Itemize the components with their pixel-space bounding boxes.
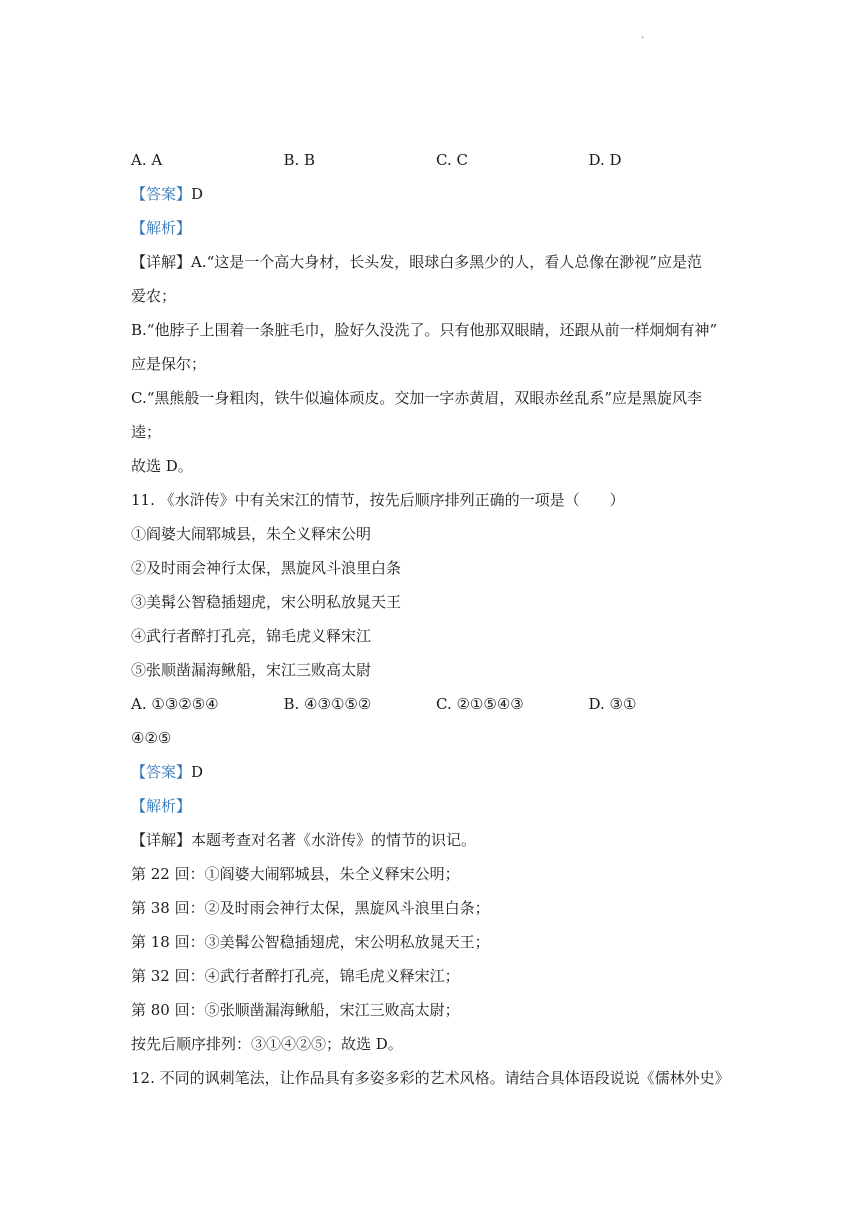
detail-text: A.“这是一个高大身材，长头发，眼球白多黑少的人，看人总像在渺视”应是范 [191, 253, 702, 271]
q11-detail-line: 按先后顺序排列：③①④②⑤；故选 D。 [131, 1035, 403, 1053]
q10-detail-line: 爱农； [131, 287, 177, 305]
detail-text: 本题考查对名著《水浒传》的情节的识记。 [191, 831, 477, 849]
q11-item: ③美髯公智稳插翅虎，宋公明私放晁天王 [131, 593, 402, 611]
q10-analysis-tag: 【解析】 [131, 219, 192, 237]
q11-item: ⑤张顺凿漏海鳅船，宋江三败高太尉 [131, 661, 372, 679]
q10-detail-line: 故选 D。 [131, 457, 193, 475]
q10-option-d: D. D [588, 151, 622, 169]
q11-item: ②及时雨会神行太保，黑旋风斗浪里白条 [131, 559, 402, 577]
q11-detail-line: 第 18 回：③美髯公智稳插翅虎，宋公明私放晁天王； [131, 933, 490, 951]
q11-analysis-tag: 【解析】 [131, 797, 192, 815]
q11-detail-line: 第 80 回：⑤张顺凿漏海鳅船，宋江三败高太尉； [131, 1001, 460, 1019]
q11-option-d-continued: ④②⑤ [131, 729, 172, 747]
q11-detail-line: 第 32 回：④武行者醉打孔亮，锦毛虎义释宋江； [131, 967, 460, 985]
answer-value: D [191, 185, 204, 203]
q10-detail-line: 应是保尔； [131, 355, 207, 373]
q11-detail-line: 第 22 回：①阎婆大闹郓城县，朱仝义释宋公明； [131, 865, 460, 883]
q11-item: ④武行者醉打孔亮，锦毛虎义释宋江 [131, 627, 372, 645]
page-mark: . [641, 30, 645, 41]
q10-option-b: B. B [283, 151, 316, 169]
answer-tag: 【答案】 [131, 185, 192, 203]
detail-tag: 【详解】 [131, 253, 192, 271]
q11-answer [131, 755, 741, 789]
q12-stem: 12. 不同的讽刺笔法，让作品具有多姿多彩的艺术风格。请结合具体语段说说《儒林外史》 [131, 1069, 730, 1087]
q10-option-c: C. C [436, 151, 468, 169]
q11-option-c: C. ②①⑤④③ [436, 695, 524, 713]
q11-option-b: B. ④③①⑤② [283, 695, 372, 713]
q10-answer [131, 177, 741, 211]
q11-option-d: D. ③① [588, 695, 637, 713]
q11-option-a: A. ①③②⑤④ [131, 695, 219, 713]
answer-tag: 【答案】 [131, 763, 192, 781]
q11-item: ①阎婆大闹郓城县，朱仝义释宋公明 [131, 525, 372, 543]
q11-detail-line: 第 38 回：②及时雨会神行太保，黑旋风斗浪里白条； [131, 899, 490, 917]
answer-value: D [191, 763, 204, 781]
detail-tag: 【详解】 [131, 831, 192, 849]
q10-options [131, 143, 741, 177]
q10-detail-line: B.“他脖子上围着一条脏毛巾，脸好久没洗了。只有他那双眼睛，还跟从前一样炯炯有神” [131, 321, 718, 339]
q10-detail-line: C.“黑熊般一身粗肉，铁牛似遍体顽皮。交加一字赤黄眉，双眼赤丝乱系”应是黑旋风李 [131, 389, 703, 407]
q11-detail-line [131, 823, 741, 857]
q11-options [131, 687, 741, 721]
document-body [131, 143, 741, 1095]
q11-stem: 11. 《水浒传》中有关宋江的情节，按先后顺序排列正确的一项是（ ） [131, 491, 625, 509]
q10-detail-line: 逵； [131, 423, 162, 441]
q10-detail-line [131, 245, 741, 279]
q10-option-a: A. A [131, 151, 163, 169]
